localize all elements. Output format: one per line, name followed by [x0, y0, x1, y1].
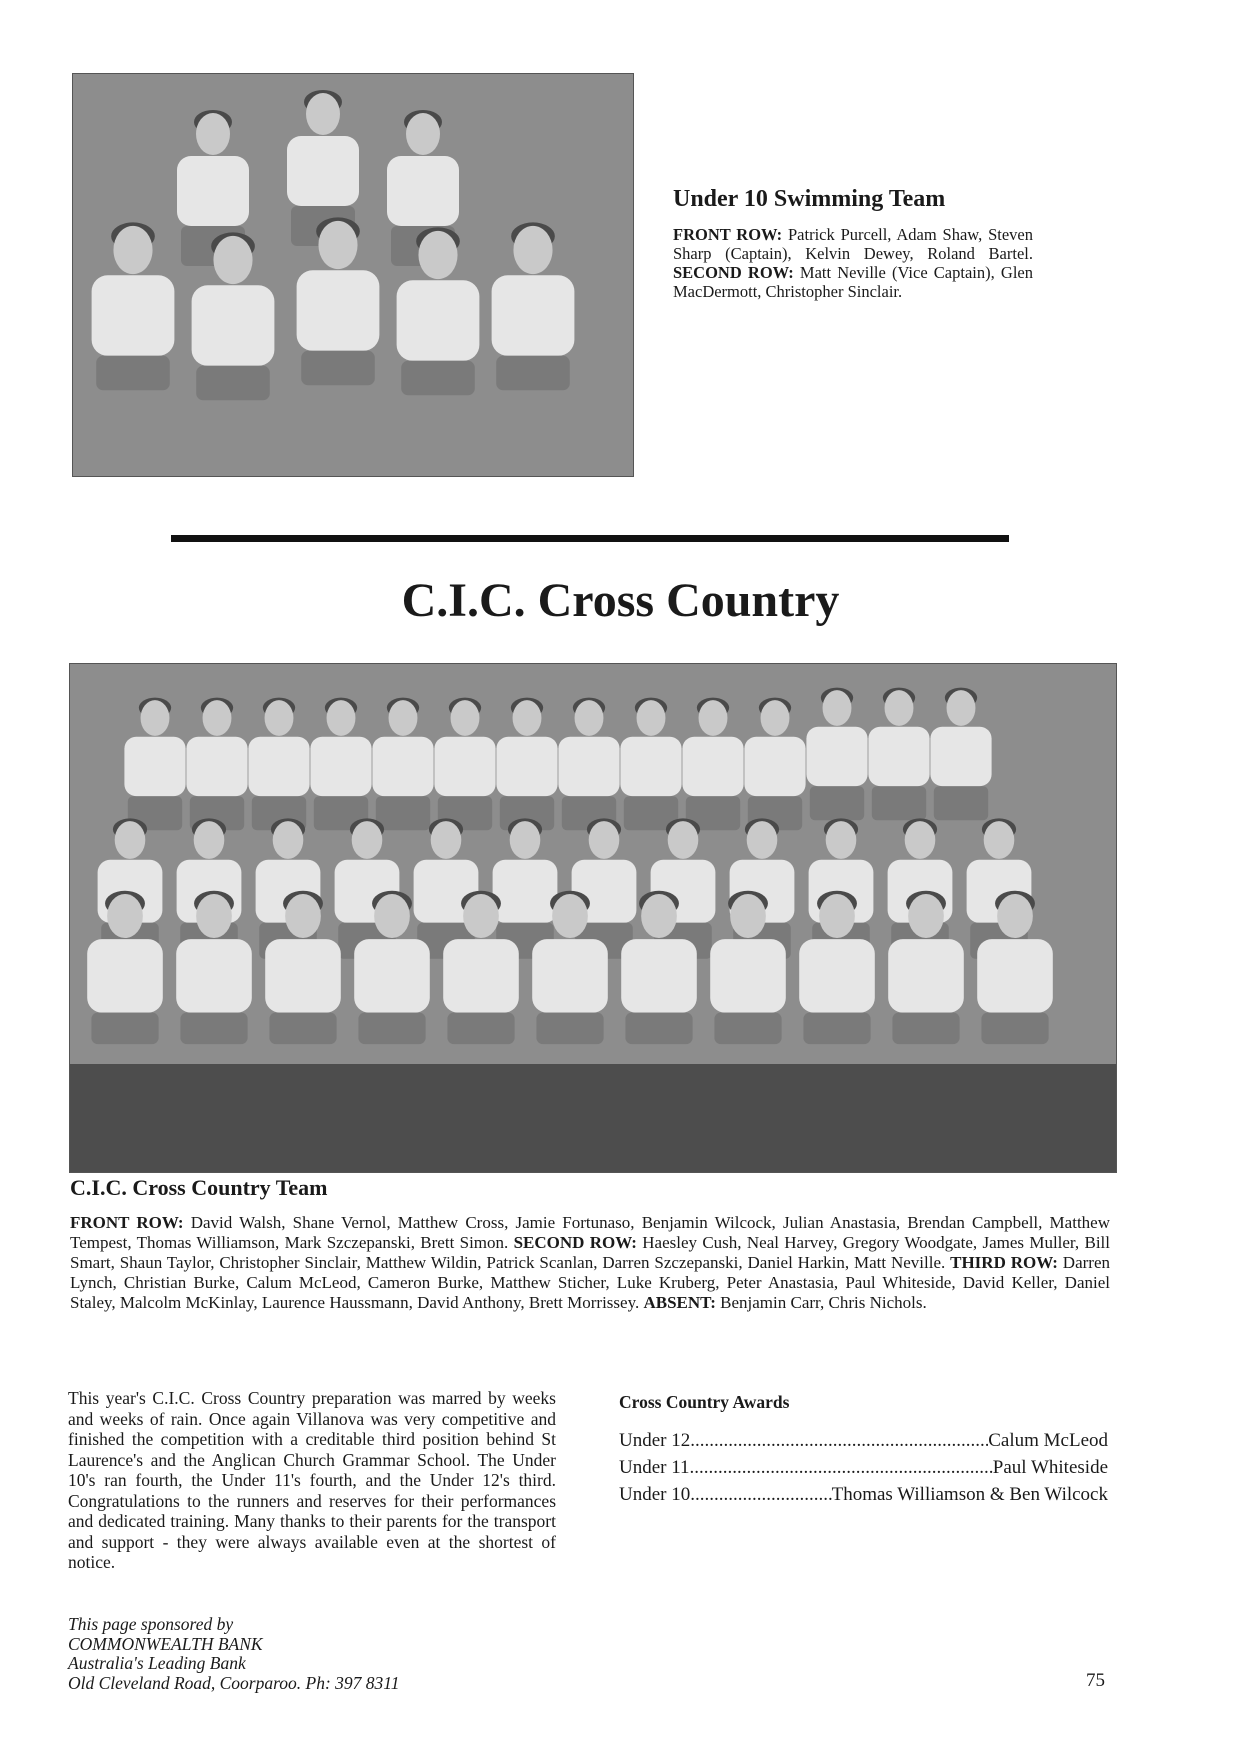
section-divider: [171, 535, 1009, 542]
team-member-figure: [806, 688, 867, 821]
team-member-figure: [682, 698, 743, 831]
floor: [70, 1064, 1116, 1172]
award-row: [619, 1481, 1108, 1508]
team-member-figure: [730, 818, 795, 958]
team-member-figure: [98, 818, 163, 958]
caption-names: David Walsh, Shane Vernol, Matthew Cross, Jamie Fortunaso, Benjamin Wilcock, Julian Anastasia, Brendan Campbell, Matthew Tempest, Thomas Williamson, Mark Szczepanski, Brett Simon.: [70, 1213, 1110, 1252]
caption-label: ABSENT:: [643, 1293, 716, 1312]
leader-dots: [690, 1454, 993, 1481]
swimming-team-photo: [72, 73, 634, 477]
team-member-figure: [868, 688, 929, 821]
team-member-figure: [372, 698, 433, 831]
caption-label: FRONT ROW:: [673, 225, 783, 244]
award-row: [619, 1427, 1108, 1454]
cross-country-team-photo: [69, 663, 1117, 1173]
team-member-figure: [620, 698, 681, 831]
award-row: [619, 1454, 1108, 1481]
team-member-figure: [186, 698, 247, 831]
team-member-figure: [248, 698, 309, 831]
caption-label: FRONT ROW:: [70, 1213, 184, 1232]
team-member-figure: [930, 688, 991, 821]
caption-names: Benjamin Carr, Chris Nichols.: [715, 1293, 927, 1312]
team-member-figure: [496, 698, 557, 831]
award-winner: Calum McLeod: [988, 1430, 1108, 1451]
cross-country-names: [70, 1213, 1110, 1313]
award-category: Under 10: [619, 1484, 691, 1505]
team-member-figure: [310, 698, 371, 831]
caption-label: SECOND ROW:: [673, 263, 794, 282]
cross-country-report: This year's C.I.C. Cross Country preparation was marred by weeks and weeks of rain. Once again Villanova was very competitive and finished the competition with a creditable third position behind St Laurence's and the Anglican Church Grammar School. The Under 10's ran fourth, the Under 11's fourth, and the Under 12's third. Congratulations to the runners and reserves for their performances and dedicated training. Many thanks to their parents for the transport and support - they were always available even at the shortest of notice.: [68, 1388, 556, 1572]
sponsor-note: [68, 1615, 400, 1693]
caption-names: Patrick Purcell, Adam Shaw, Steven Sharp (Captain), Kelvin Dewey, Roland Bartel.: [673, 225, 1033, 263]
caption-label: THIRD ROW:: [950, 1253, 1058, 1272]
team-member-figure: [572, 818, 637, 958]
swimming-caption: [673, 186, 1033, 301]
award-category: Under 12: [619, 1430, 691, 1451]
swimming-team-photo-art: [73, 74, 633, 476]
team-member-figure: [744, 698, 805, 831]
page-number: 75: [1086, 1670, 1105, 1691]
award-winner: Paul Whiteside: [992, 1457, 1108, 1478]
team-member-figure: [177, 818, 242, 958]
caption-names: Matt Neville (Vice Captain), Glen MacDermott, Christopher Sinclair.: [673, 263, 1033, 301]
sponsor-address: Old Cleveland Road, Coorparoo. Ph: 397 8311: [68, 1672, 400, 1693]
leader-dots: [690, 1427, 988, 1454]
team-member-figure: [92, 222, 175, 390]
team-member-figure: [124, 698, 185, 831]
award-winner: Thomas Williamson & Ben Wilcock: [831, 1484, 1108, 1505]
team-member-figure: [558, 698, 619, 831]
team-member-figure: [967, 818, 1032, 958]
team-member-figure: [493, 818, 558, 958]
team-member-figure: [888, 818, 953, 958]
cross-country-team-photo-art: [70, 664, 1116, 1172]
caption-names: Darren Lynch, Christian Burke, Calum McLeod, Cameron Burke, Matthew Sticher, Luke Kruberg, Peter Anastasia, Paul Whiteside, David Keller, Daniel Staley, Malcolm McKinlay, Laurence Haussmann, David Anthony, Brett Morrissey.: [70, 1253, 1110, 1312]
sponsor-name: COMMONWEALTH BANK: [68, 1633, 263, 1654]
cross-country-title: C.I.C. Cross Country Team: [70, 1175, 328, 1200]
team-member-figure: [256, 818, 321, 958]
awards-title: Cross Country Awards: [619, 1392, 790, 1412]
awards-list: [619, 1392, 1108, 1508]
caption-label: SECOND ROW:: [513, 1233, 637, 1252]
team-member-figure: [492, 222, 575, 390]
swimming-names: [673, 225, 1033, 301]
team-member-figure: [809, 818, 874, 958]
sponsor-line: This page sponsored by: [68, 1614, 234, 1634]
award-category: Under 11: [619, 1457, 690, 1478]
sponsor-tagline: Australia's Leading Bank: [68, 1653, 246, 1673]
section-title: C.I.C. Cross Country: [401, 574, 840, 627]
leader-dots: [690, 1481, 831, 1508]
swimming-title: Under 10 Swimming Team: [673, 186, 946, 212]
team-member-figure: [434, 698, 495, 831]
team-member-figure: [414, 818, 479, 958]
caption-names: Haesley Cush, Neal Harvey, Gregory Woodgate, James Muller, Bill Smart, Shaun Taylor, Christopher Sinclair, Matthew Wildin, Patrick Scanlan, Darren Szczepanski, Daniel Harkin, Matt Neville.: [70, 1233, 1110, 1272]
cross-country-caption: [70, 1175, 1110, 1313]
